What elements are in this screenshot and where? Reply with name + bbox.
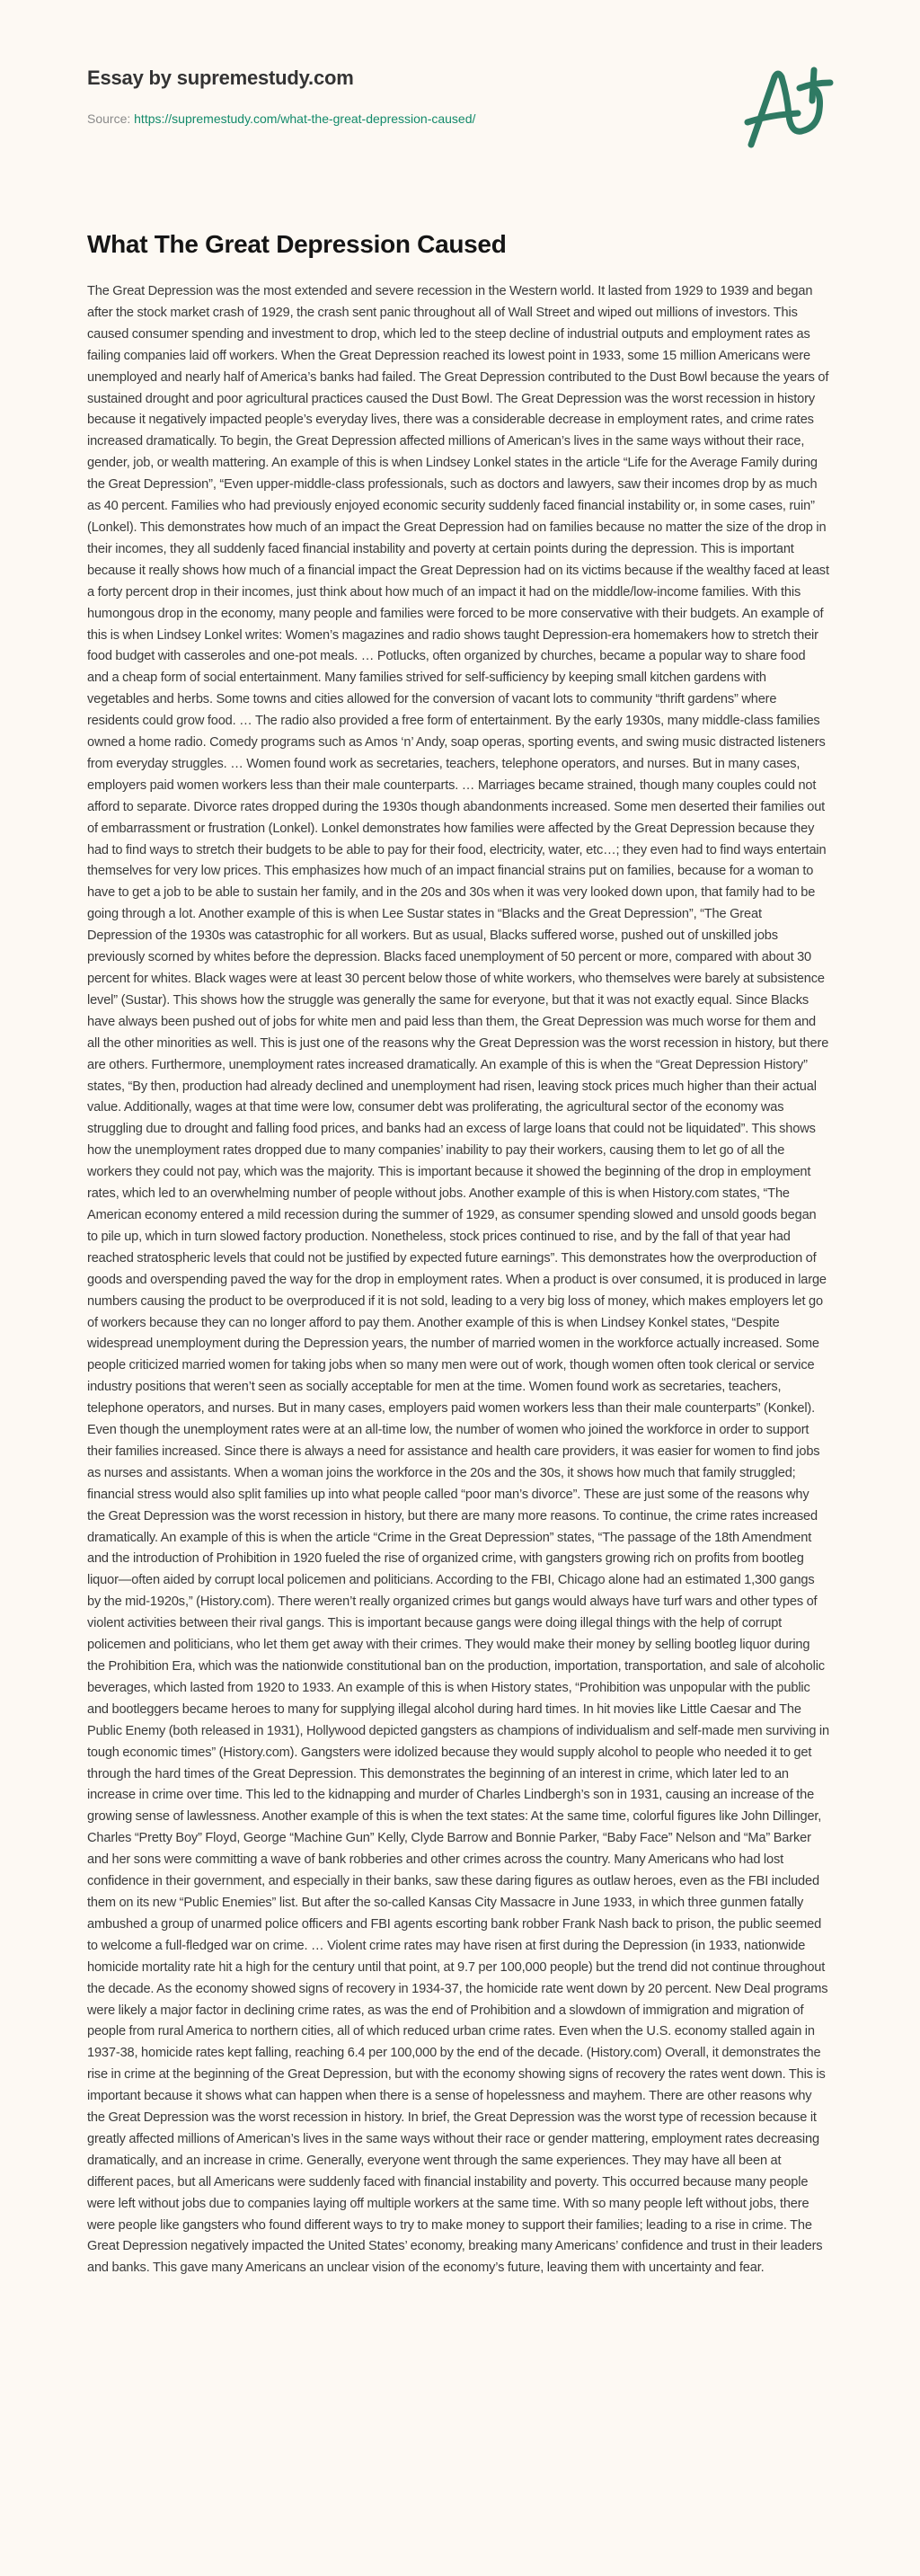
- a-plus-grade-icon: [742, 59, 841, 149]
- source-link[interactable]: https://supremestudy.com/what-the-great-depression-caused/: [134, 111, 476, 126]
- essay-title: What The Great Depression Caused: [87, 230, 507, 258]
- page-header: [0, 0, 920, 207]
- essay-body: The Great Depression was the most extended and severe recession in the Western world. It lasted from 1929 to 1939 and began after the stock market crash of 1929, the crash sent panic throughout all of Wall Street and wiped out millions of investors. This caused consumer spending and investment to drop, which led to the steep decline of industrial outputs and employment rates as failing companies laid off workers. When the Great Depression reached its lowest point in 1933, some 15 million Americans were unemployed and nearly half of America’s banks had failed. The Great Depression contributed to the Dust Bowl because the years of sustained drought and poor agricultural practices caused the Dust Bowl. The Great Depression was the worst recession in history because it negatively impacted people’s everyday lives, there was a considerable decrease in employment rates, and crime rates increased dramatically. To begin, the Great Depression affected millions of American’s lives in the same ways without their race, gender, job, or wealth mattering. An example of this is when Lindsey Lonkel states in the article “Life for the Average Family during the Great Depression”, “Even upper-middle-class professionals, such as doctors and lawyers, saw their incomes drop by as much as 40 percent. Families who had previously enjoyed economic security suddenly faced financial instability or, in some cases, ruin” (Lonkel). This demonstrates how much of an impact the Great Depression had on families because no matter the size of the drop in their incomes, they all suddenly faced financial instability and poverty at certain points during the depression. This is important because it really shows how much of a financial impact the Great Depression had on its victims because if the wealthy faced at least a forty percent drop in their incomes, just think about how much of an impact it had on the middle/low-income families. With this humongous drop in the economy, many people and families were forced to be more conservative with their budgets. An example of this is when Lindsey Lonkel writes: Women’s magazines and radio shows taught Depression-era homemakers how to stretch their food budget with casseroles and one-pot meals. … Potlucks, often organized by churches, became a popular way to share food and a cheap form of social entertainment. Many families strived for self-sufficiency by keeping small kitchen gardens with vegetables and herbs. Some towns and cities allowed for the conversion of vacant lots to community “thrift gardens” where residents could grow food. … The radio also provided a free form of entertainment. By the early 1930s, many middle-class families owned a home radio. Comedy programs such as Amos ‘n’ Andy, soap operas, sporting events, and swing music distracted listeners from everyday struggles. … Women found work as secretaries, teachers, telephone operators, and nurses. But in many cases, employers paid women workers less than their male counterparts. … Marriages became strained, though many couples could not afford to separate. Divorce rates dropped during the 1930s though abandonments increased. Some men deserted their families out of embarrassment or frustration (Lonkel). Lonkel demonstrates how families were affected by the Great Depression because they had to find ways to stretch their budgets to be able to pay for their food, electricity, water, etc…; they even had to find ways entertain themselves for very low prices. This emphasizes how much of an impact financial strains put on families, because for a woman to have to get a job to be able to sustain her family, and in the 20s and 30s when it was very looked down upon, that family had to be going through a lot. Another example of this is when Lee Sustar states in “Blacks and the Great Depression”, “The Great Depression of the 1930s was catastrophic for all workers. But as usual, Blacks suffered worse, pushed out of unskilled jobs previously scorned by whites before the depression. Blacks faced unemployment of 50 percent or more, compared with about 30 percent for whites. Black wages were at least 30 percent below those of white workers, who themselves were barely at subsistence level” (Sustar). This shows how the struggle was generally the same for everyone, but that it was not exactly equal. Since Blacks have always been pushed out of jobs for white men and paid less than them, the Great Depression was much worse for them and all the other minorities as well. This is just one of the reasons why the Great Depression was the worst recession in history, but there are others. Furthermore, unemployment rates increased dramatically. An example of this is when the “Great Depression History” states, “By then, production had already declined and unemployment had risen, leaving stock prices much higher than their actual value. Additionally, wages at that time were low, consumer debt was proliferating, the agricultural sector of the economy was struggling due to drought and falling food prices, and banks had an excess of large loans that could not be liquidated”. This shows how the unemployment rates dropped due to many companies’ inability to pay their workers, causing them to let go of all the workers they could not pay, which was the majority. This is important because it showed the beginning of the drop in employment rates, which led to an overwhelming number of people without jobs. Another example of this is when History.com states, “The American economy entered a mild recession during the summer of 1929, as consumer spending slowed and unsold goods began to pile up, which in turn slowed factory production. Nonetheless, stock prices continued to rise, and by the fall of that year had reached stratospheric levels that could not be justified by expected future earnings”. This demonstrates how the overproduction of goods and overspending paved the way for the drop in employment rates. When a product is over consumed, it is produced in large numbers causing the product to be overproduced if it is not sold, leading to a very big loss of money, which makes employers let go of workers because they can no longer afford to pay them. Another example of this is when Lindsey Konkel states, “Despite widespread unemployment during the Depression years, the number of married women in the workforce actually increased. Some people criticized married women for taking jobs when so many men were out of work, though women often took clerical or service industry positions that weren’t seen as socially acceptable for men at the time. Women found work as secretaries, teachers, telephone operators, and nurses. But in many cases, employers paid women workers less than their male counterparts” (Konkel). Even though the unemployment rates were at an all-time low, the number of women who joined the workforce in order to support their families increased. Since there is always a need for assistance and health care providers, it was easier for women to find jobs as nurses and assistants. When a woman joins the workforce in the 20s and the 30s, it shows how much that family struggled; financial stress would also split families up into what people called “poor man’s divorce”. These are just some of the reasons why the Great Depression was the worst recession in history, but there are many more reasons. To continue, the crime rates increased dramatically. An example of this is when the article “Crime in the Great Depression” states, “The passage of the 18th Amendment and the introduction of Prohibition in 1920 fueled the rise of organized crime, with gangsters growing rich on profits from bootleg liquor—often aided by corrupt local policemen and politicians. According to the FBI, Chicago alone had an estimated 1,300 gangs by the mid-1920s,” (History.com). There weren’t really organized crimes but gangs would always have turf wars and other types of violent activities between their rival gangs. This is important because gangs were doing illegal things with the help of corrupt policemen and politicians, who let them get away with their crimes. They would make their money by selling bootleg liquor during the Prohibition Era, which was the nationwide constitutional ban on the production, importation, transportation, and sale of alcoholic beverages, which lasted from 1920 to 1933. An example of this is when History states, “Prohibition was unpopular with the public and bootleggers became heroes to many for supplying illegal alcohol during hard times. In hit movies like Little Caesar and The Public Enemy (both released in 1931), Hollywood depicted gangsters as champions of individualism and self-made men surviving in tough economic times” (History.com). Gangsters were idolized because they would supply alcohol to people who needed it to get through the hard times of the Great Depression. This demonstrates the beginning of an interest in crime, which later led to an increase in crime over time. This led to the kidnapping and murder of Charles Lindbergh’s son in 1931, causing an increase of the growing sense of lawlessness. Another example of this is when the text states: At the same time, colorful figures like John Dillinger, Charles “Pretty Boy” Floyd, George “Machine Gun” Kelly, Clyde Barrow and Bonnie Parker, “Baby Face” Nelson and “Ma” Barker and her sons were committing a wave of bank robberies and other crimes across the country. Many Americans who had lost confidence in their government, and especially in their banks, saw these daring figures as outlaw heroes, even as the FBI included them on its new “Public Enemies” list. But after the so-called Kansas City Massacre in June 1933, in which three gunmen fatally ambushed a group of unarmed police officers and FBI agents escorting bank robber Frank Nash back to prison, the public seemed to welcome a full-fledged war on crime. … Violent crime rates may have risen at first during the Depression (in 1933, nationwide homicide mortality rate hit a high for the century until that point, at 9.7 per 100,000 people) but the trend did not continue throughout the decade. As the economy showed signs of recovery in 1934-37, the homicide rate went down by 20 percent. New Deal programs were likely a major factor in declining crime rates, as was the end of Prohibition and a slowdown of immigration and migration of people from rural America to northern cities, all of which reduced urban crime rates. Even when the U.S. economy stalled again in 1937-38, homicide rates kept falling, reaching 6.4 per 100,000 by the end of the decade. (History.com) Overall, it demonstrates the rise in crime at the beginning of the Great Depression, but with the economy showing signs of recovery the rates went down. This is important because it shows what can happen when there is a sense of hopelessness and mayhem. There are other reasons why the Great Depression was the worst recession in history. In brief, the Great Depression was the worst type of recession because it greatly affected millions of American’s lives in the same ways without their race or gender mattering, employment rates decreasing dramatically, and an increase in crime. Generally, everyone went through the same experiences. They may have all been at different paces, but all Americans were suddenly faced with financial instability and poverty. This occurred because many people were left without jobs due to companies laying off multiple workers at the same time. With so many people left without jobs, there were people like gangsters who found different ways to try to make money to support their families; leading to a rise in crime. The Great Depression negatively impacted the United States’ economy, breaking many Americans’ confidence and trust in their leaders and banks. This gave many Americans an unclear vision of the economy’s future, leaving them with uncertainty and fear.: [87, 284, 829, 2276]
- source-line: [87, 111, 475, 126]
- source-label: Source:: [87, 111, 135, 126]
- site-title: Essay by supremestudy.com: [87, 67, 354, 89]
